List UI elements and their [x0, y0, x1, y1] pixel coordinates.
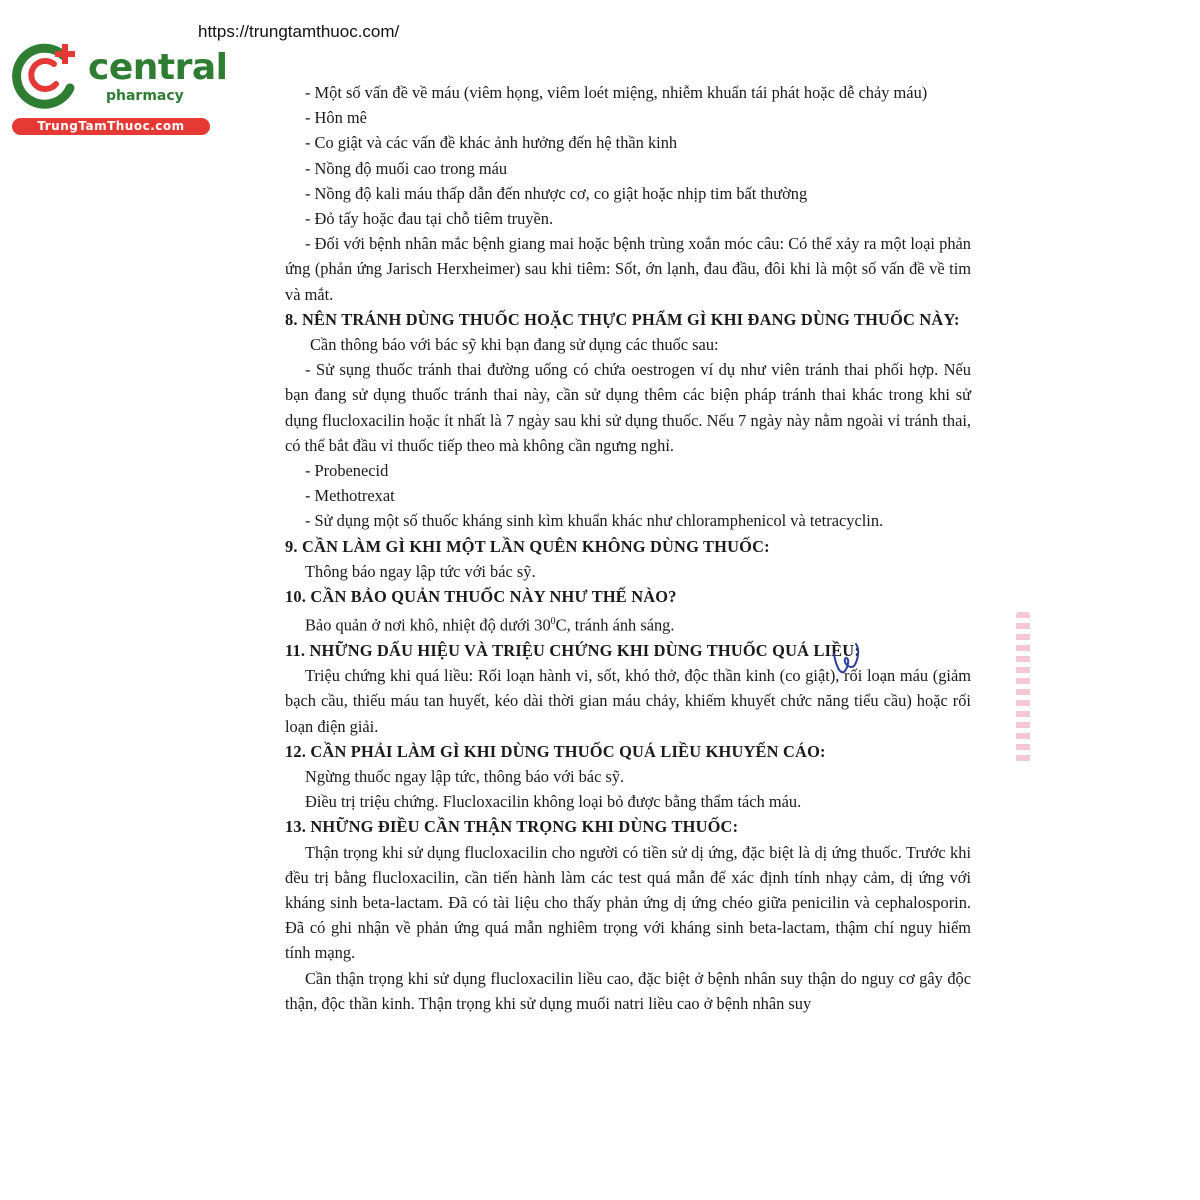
logo-site-banner: TrungTamThuoc.com [12, 118, 210, 135]
section-12-treat: Điều trị triệu chứng. Flucloxacilin không loại bỏ được bằng thẩm tách máu. [305, 792, 802, 812]
side-effect-injection-site: - Đỏ tấy hoặc đau tại chỗ tiêm truyền. [305, 209, 554, 229]
section-8-contraceptive: - Sử sụng thuốc tránh thai đường uống có chứa oestrogen ví dụ như viên tránh thai phối hợp. Nếu bạn đang sử dụng thuốc tránh thai này, cần sử dụng thêm các biện pháp tránh thai khác trong khi sử dụng flucloxacilin hoặc ít nhất là 7 ngày sau khi sử dụng thuốc. Nếu 7 ngày này nằm ngoài vỉ tránh thai, có thể bắt đầu vỉ thuốc tiếp theo mà không cần ngưng nghỉ. [285, 360, 971, 455]
section-11-text: Triệu chứng khi quá liều: Rối loạn hành vi, sốt, khó thở, độc thần kinh (co giật), rối loạn máu (giảm bạch cầu, thiếu máu tan huyết, kéo dài thời gian máu chảy, khiếm khuyết chức năng tiểu cầu) hoặc rối loạn điện giải. [285, 666, 971, 736]
source-url[interactable]: https://trungtamthuoc.com/ [198, 22, 400, 41]
section-12-stop: Ngừng thuốc ngay lập tức, thông báo với bác sỹ. [305, 766, 625, 786]
side-effect-potassium: - Nồng độ kali máu thấp dẫn đến nhược cơ, co giật hoặc nhịp tim bất thường [305, 183, 808, 203]
storage-text-b: C, tránh ánh sáng. [555, 615, 675, 635]
edge-stamp-mark [1016, 612, 1030, 762]
side-effect-salt: - Nồng độ muối cao trong máu [305, 158, 508, 178]
section-heading-10: 10. CẦN BẢO QUẢN THUỐC NÀY NHƯ THẾ NÀO? [285, 587, 677, 607]
section-heading-9: 9. CẦN LÀM GÌ KHI MỘT LẦN QUÊN KHÔNG DÙNG THUỐC: [285, 536, 770, 556]
section-13-allergy: Thận trọng khi sử dụng flucloxacilin cho người có tiền sử dị ứng, đặc biệt là dị ứng thuốc. Trước khi đều trị bằng flucloxacilin, cần tiến hành làm các test quá mẫn để xác định tính nhạy cảm, dị ứng với kháng sinh beta-lactam. Đã có tài liệu cho thấy phản ứng dị ứng chéo giữa penicilin và cephalosporin. Đã có ghi nhận về phản ứng quá mẫn nghiêm trọng với kháng sinh beta-lactam, thậm chí nguy hiểm tính mạng. [285, 842, 971, 963]
section-10-text [285, 609, 971, 638]
logo-subtitle: pharmacy [106, 88, 184, 104]
section-heading-11: 11. NHỮNG DẤU HIỆU VÀ TRIỆU CHỨNG KHI DÙNG THUỐC QUÁ LIỀU: [285, 640, 861, 660]
signature-mark-icon [826, 640, 866, 680]
section-heading-12: 12. CẦN PHẢI LÀM GÌ KHI DÙNG THUỐC QUÁ LIỀU KHUYẾN CÁO: [285, 741, 826, 761]
section-9-text: Thông báo ngay lập tức với bác sỹ. [305, 561, 536, 581]
pharmacy-cross-logo-icon [10, 40, 82, 110]
section-8-methotrexat: - Methotrexat [305, 486, 395, 506]
degree-superscript: 0 [550, 616, 556, 628]
leaflet-page [285, 80, 971, 1016]
central-pharmacy-logo[interactable] [10, 40, 228, 140]
section-heading-13: 13. NHỮNG ĐIỀU CẦN THẬN TRỌNG KHI DÙNG THUỐC: [285, 817, 739, 837]
side-effect-jarisch: - Đối với bệnh nhân mắc bệnh giang mai hoặc bệnh trùng xoắn móc câu: Có thể xảy ra một loại phản ứng (phản ứng Jarisch Herxheimer) sau khi tiêm: Sốt, ớn lạnh, đau đầu, đôi khi là một số vấn đề về tim và mắt. [285, 234, 971, 304]
logo-wordmark: central [88, 47, 228, 88]
side-effect-seizure: - Co giật và các vấn đề khác ảnh hưởng đến hệ thần kinh [305, 133, 678, 153]
section-8-probenecid: - Probenecid [305, 461, 389, 481]
section-13-high-dose: Cần thận trọng khi sử dụng flucloxacilin liều cao, đặc biệt ở bệnh nhân suy thận do nguy cơ gây độc thận, độc thần kinh. Thận trọng khi sử dụng muối natri liều cao ở bệnh nhân suy [285, 968, 971, 1013]
storage-text-a: Bảo quản ở nơi khô, nhiệt độ dưới 30 [305, 615, 551, 635]
side-effect-coma: - Hôn mê [305, 108, 367, 128]
section-8-intro: Cần thông báo với bác sỹ khi bạn đang sử dụng các thuốc sau: [310, 335, 719, 355]
section-heading-8: 8. NÊN TRÁNH DÙNG THUỐC HOẶC THỰC PHẨM GÌ KHI ĐANG DÙNG THUỐC NÀY: [285, 309, 960, 329]
section-8-antibiotics: - Sử dụng một số thuốc kháng sinh kìm khuẩn khác như chloramphenicol và tetracyclin. [305, 511, 884, 531]
side-effect-blood: - Một số vấn đề về máu (viêm họng, viêm loét miệng, nhiễm khuẩn tái phát hoặc dễ chảy máu) [305, 83, 928, 102]
